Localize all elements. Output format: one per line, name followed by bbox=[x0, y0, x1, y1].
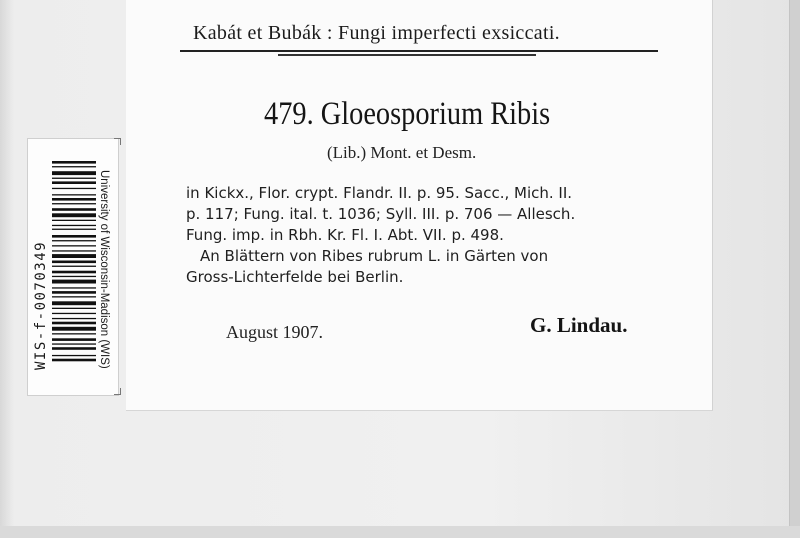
specimen-title: 479. Gloeosporium Ribis bbox=[264, 96, 551, 132]
series-header: Kabát et Bubák : Fungi imperfecti exsiccati. bbox=[193, 22, 560, 44]
sheet-edge-bottom bbox=[0, 526, 800, 538]
locality-line: An Blättern von Ribes rubrum L. in Gärten von bbox=[200, 247, 549, 265]
citation-line: p. 117; Fung. ital. t. 1036; Syll. III. p. 706 — Allesch. bbox=[186, 205, 576, 223]
citation-block bbox=[186, 183, 666, 288]
locality-line: Gross-Lichterfelde bei Berlin. bbox=[186, 268, 404, 286]
crop-mark bbox=[114, 388, 121, 395]
crop-mark bbox=[114, 138, 121, 145]
citation-line: in Kickx., Flor. crypt. Flandr. II. p. 95. Sacc., Mich. II. bbox=[186, 184, 573, 202]
header-rule-short bbox=[278, 54, 536, 56]
institution-text: University of Wisconsin-Madison (WIS) bbox=[98, 170, 110, 369]
collection-date: August 1907. bbox=[226, 322, 324, 342]
citation-line: Fung. imp. in Rbh. Kr. Fl. I. Abt. VII. p. 498. bbox=[186, 226, 504, 244]
sheet-edge-right bbox=[789, 0, 800, 538]
collector-name: G. Lindau. bbox=[530, 313, 628, 337]
header-rule bbox=[180, 50, 658, 52]
taxon-author: (Lib.) Mont. et Desm. bbox=[327, 143, 477, 162]
catalog-number: WIS-f-0070349 bbox=[33, 240, 49, 370]
